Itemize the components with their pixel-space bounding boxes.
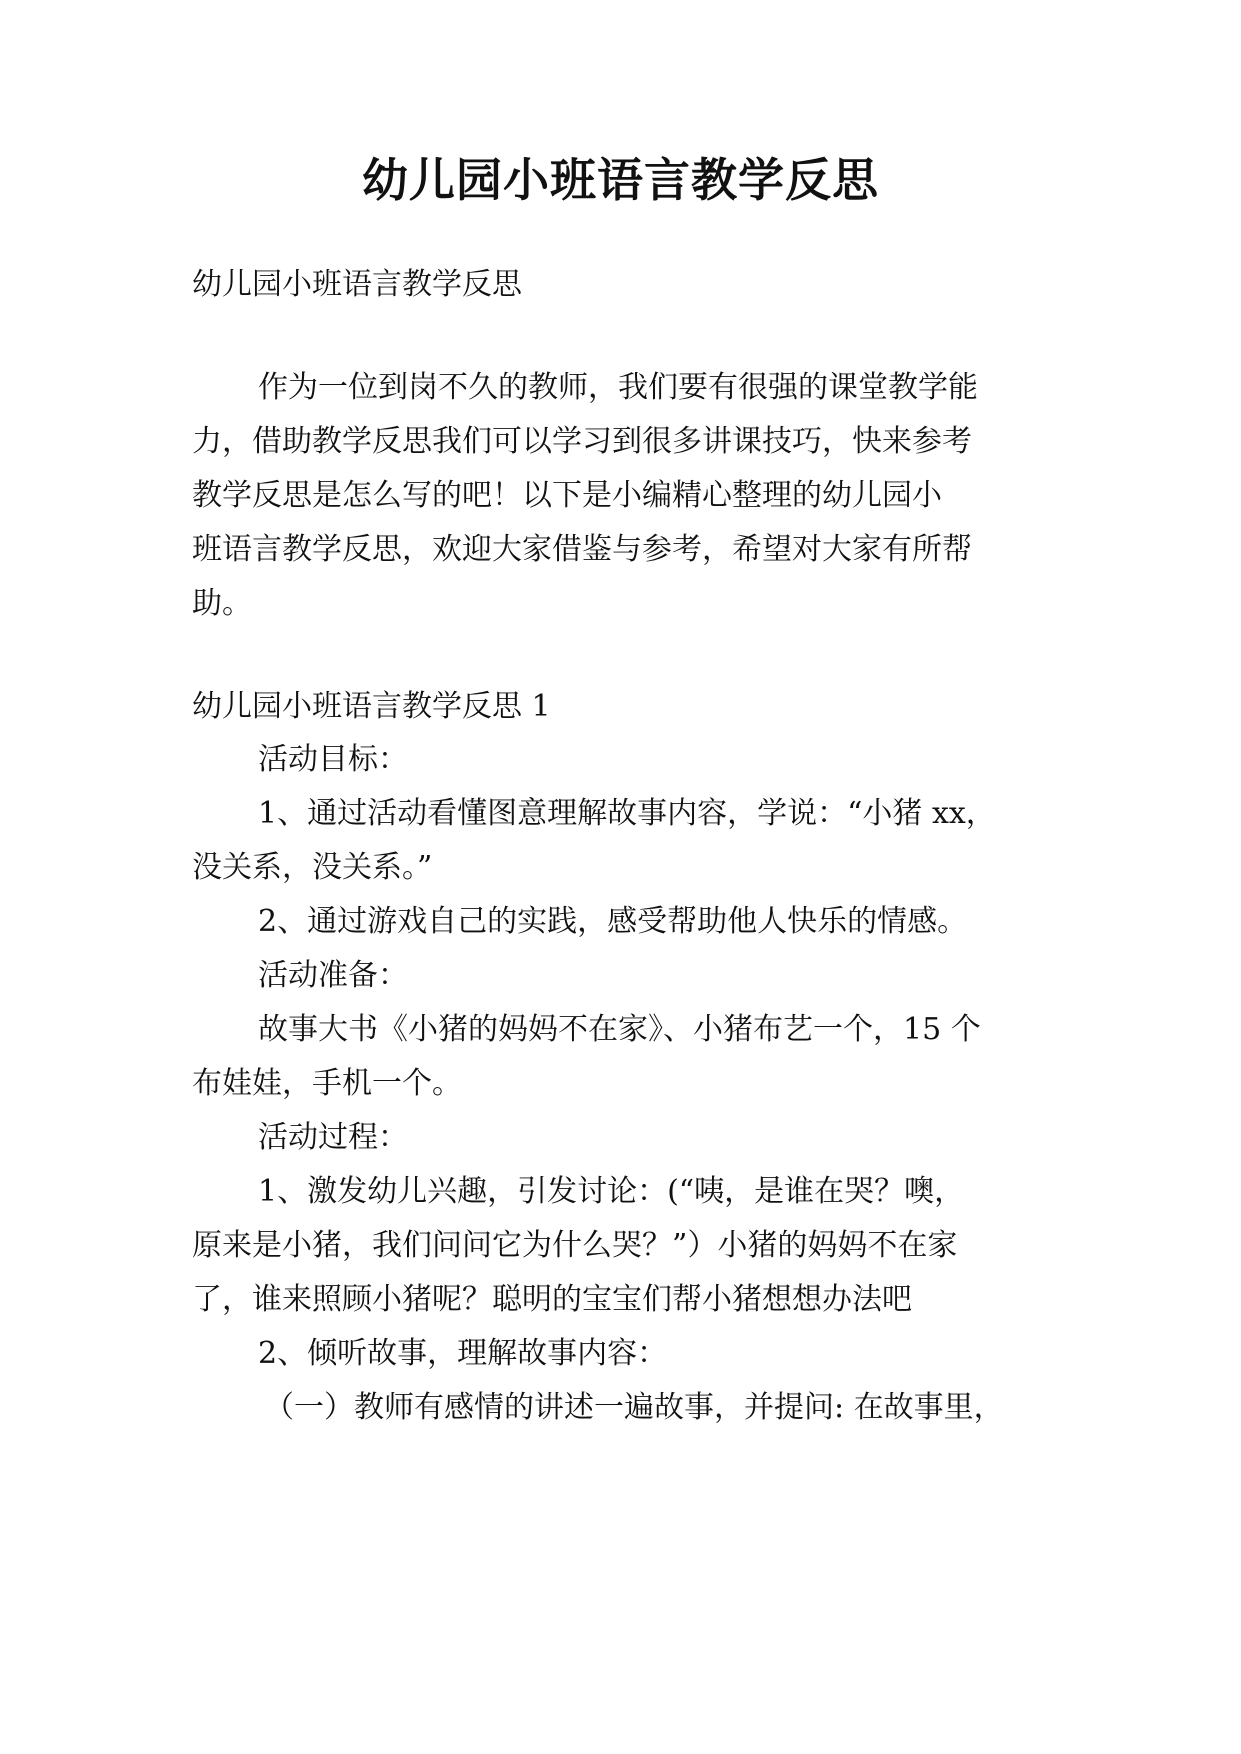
body-line: 了，谁来照顾小猪呢？聪明的宝宝们帮小猪想想办法吧 (192, 1282, 912, 1317)
body-line: 活动准备： (258, 958, 408, 993)
document-subtitle: 幼儿园小班语言教学反思 (192, 267, 522, 302)
body-line: 原来是小猪，我们问问它为什么哭？”）小猪的妈妈不在家 (192, 1228, 958, 1263)
body-line: 1、激发幼儿兴趣，引发讨论：(“咦，是谁在哭？噢， (258, 1174, 965, 1209)
document-title: 幼儿园小班语言教学反思 (362, 153, 879, 207)
body-line: 活动过程： (258, 1120, 408, 1155)
body-line: 2、通过游戏自己的实践，感受帮助他人快乐的情感。 (258, 904, 968, 939)
body-line: 2、倾听故事，理解故事内容： (258, 1336, 668, 1371)
intro-line: 班语言教学反思，欢迎大家借鉴与参考，希望对大家有所帮 (192, 532, 972, 567)
intro-line: 教学反思是怎么写的吧！以下是小编精心整理的幼儿园小 (192, 478, 942, 513)
body-line: （一）教师有感情的讲述一遍故事，并提问: 在故事里， (264, 1390, 1004, 1425)
body-line: 布娃娃，手机一个。 (192, 1066, 462, 1101)
body-line: 活动目标： (258, 742, 408, 777)
body-line: 故事大书《小猪的妈妈不在家》、小猪布艺一个，15 个 (258, 1012, 981, 1047)
body-line: 没关系，没关系。” (192, 850, 433, 885)
section-heading: 幼儿园小班语言教学反思 1 (192, 689, 551, 724)
intro-line: 助。 (192, 586, 252, 621)
intro-line: 力，借助教学反思我们可以学习到很多讲课技巧，快来参考 (192, 424, 972, 459)
body-line: 1、通过活动看懂图意理解故事内容，学说：“小猪 xx， (258, 796, 996, 831)
intro-line: 作为一位到岗不久的教师，我们要有很强的课堂教学能 (258, 370, 978, 405)
